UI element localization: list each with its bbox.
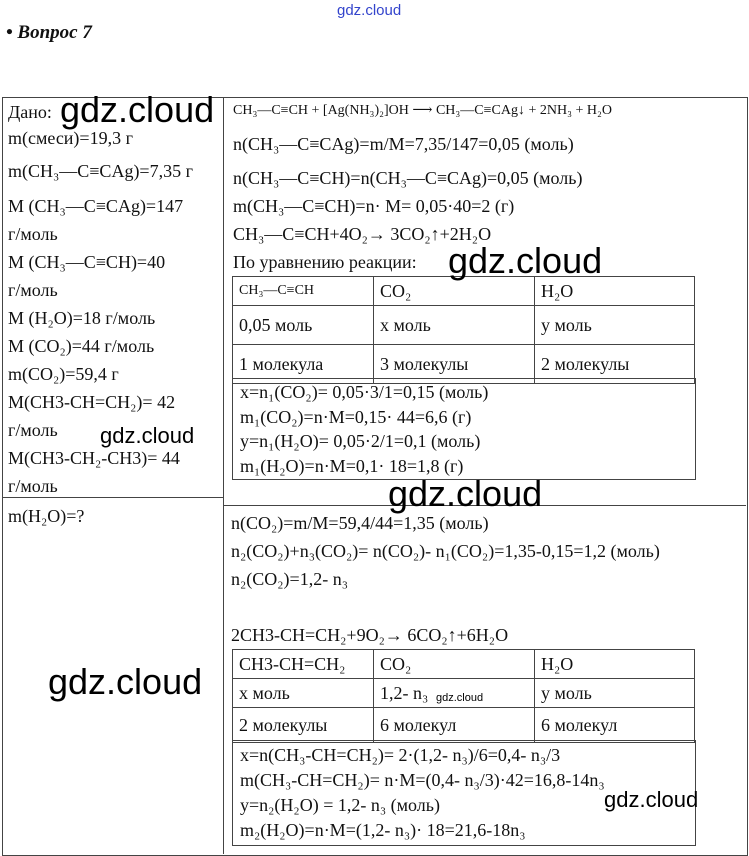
watermark: gdz.cloud: [48, 661, 203, 702]
table-cell: x моль: [233, 679, 374, 708]
table-cell: 1 молекула: [233, 345, 374, 384]
given-line: m(CO₂)=59,4 г: [8, 364, 119, 384]
table-cell: CH3-CH=CH₂: [233, 650, 374, 679]
table-cell: 3 молекулы: [374, 345, 535, 384]
table-cell: CO₂: [374, 277, 535, 306]
table-cell: CH₃—C≡CH: [233, 277, 374, 306]
given-line: M (CO₂)=44 г/моль: [8, 336, 155, 356]
note-line: x=n₁(CO₂)= 0,05·3/1=0,15 (моль): [240, 382, 489, 402]
note-line: m(CH₃-CH=CH₂)= n·M=(0,4- n₃/3)·42=16,8-14n₃: [240, 770, 605, 790]
table-cell: y моль: [535, 306, 695, 345]
table-cell: CO₂: [374, 650, 535, 679]
table-cell: 6 молекул: [535, 708, 695, 743]
given-label: Дано:: [8, 102, 52, 122]
calc-line: m(CH₃—C≡CH)=n· M= 0,05·40=2 (г): [233, 196, 515, 216]
given-divider: [223, 97, 224, 854]
calc-line: По уравнению реакции:: [233, 252, 417, 272]
question-title: • Вопрос 7: [6, 22, 92, 43]
calc-line: n(CH₃—C≡CAg)=m/M=7,35/147=0,05 (моль): [233, 134, 574, 154]
note-line: m₁(H₂O)=n·M=0,1· 18=1,8 (г): [240, 456, 464, 476]
calc-line: n(CO₂)=m/M=59,4/44=1,35 (моль): [231, 513, 489, 533]
find-line: m(H₂O)=?: [8, 506, 85, 526]
watermark: gdz.cloud: [388, 473, 543, 514]
note-line: m₂(H₂O)=n·M=(1,2- n₃)· 18=21,6-18n₃: [240, 820, 526, 840]
find-divider: [2, 497, 224, 498]
table-cell: 2 молекулы: [233, 708, 374, 743]
given-line: M(CH3-CH₂-CH3)= 44: [8, 448, 180, 468]
given-line: г/моль: [8, 280, 58, 300]
table-cell: 6 молекул: [374, 708, 535, 743]
table-cell: 0,05 моль: [233, 306, 374, 345]
watermark: gdz.cloud: [448, 240, 603, 281]
given-line: M (H₂O)=18 г/моль: [8, 308, 156, 328]
note-line: y=n₁(H₂O)= 0,05·2/1=0,1 (моль): [240, 431, 481, 451]
reaction-equation-1: CH₃—C≡CH + [Ag(NH₃)₂]OH ⟶ CH₃—C≡CAg↓ + 2NH₃ + H₂O: [233, 103, 612, 118]
note-line: x=n(CH₃-CH=CH₂)= 2·(1,2- n₃)/6=0,4- n₃/3: [240, 745, 561, 765]
table-cell: x моль: [374, 306, 535, 345]
table-cell: 2 молекулы: [535, 345, 695, 384]
table-cell: H₂O: [535, 650, 695, 679]
calc-line: n₂(CO₂)=1,2- n₃: [231, 569, 348, 589]
given-line: m(CH₃—C≡CAg)=7,35 г: [8, 161, 193, 181]
calc-line: n(CH₃—C≡CH)=n(CH₃—C≡CAg)=0,05 (моль): [233, 168, 583, 188]
reaction-equation-2: 2CH3-CH=CH₂+9O₂→ 6CO₂↑+6H₂O: [231, 625, 509, 645]
table-row: [233, 708, 695, 743]
table-row: [233, 306, 695, 345]
watermark: gdz.cloud: [436, 692, 484, 704]
watermark: gdz.cloud: [100, 423, 195, 448]
given-line: m(смеси)=19,3 г: [8, 128, 133, 148]
note-line: m₁(CO₂)=n·M=0,15· 44=6,6 (г): [240, 407, 472, 427]
table-row: [233, 650, 695, 679]
given-line: M (CH₃—C≡CH)=40: [8, 252, 166, 272]
given-line: г/моль: [8, 224, 58, 244]
given-line: г/моль: [8, 476, 58, 496]
calc-line: CH₃—C≡CH+4O₂→ 3CO₂↑+2H₂O: [233, 224, 492, 244]
note-line: y=n₂(H₂O) = 1,2- n₃ (моль): [240, 795, 440, 815]
given-line: г/моль: [8, 420, 58, 440]
header-watermark: gdz.cloud: [337, 2, 402, 19]
watermark: gdz.cloud: [604, 787, 699, 812]
reaction-table-1: [232, 276, 695, 384]
watermark: gdz.cloud: [60, 89, 215, 130]
given-line: M(CH3-CH=CH₂)= 42: [8, 392, 176, 412]
given-line: M (CH₃—C≡CAg)=147: [8, 196, 184, 216]
calc-line: n₂(CO₂)+n₃(CO₂)= n(CO₂)- n₁(CO₂)=1,35-0,15=1,2 (моль): [231, 541, 660, 561]
table-cell: y моль: [535, 679, 695, 708]
table-cell: 1,2- n₃: [374, 679, 535, 708]
table-cell: H₂O: [535, 277, 695, 306]
